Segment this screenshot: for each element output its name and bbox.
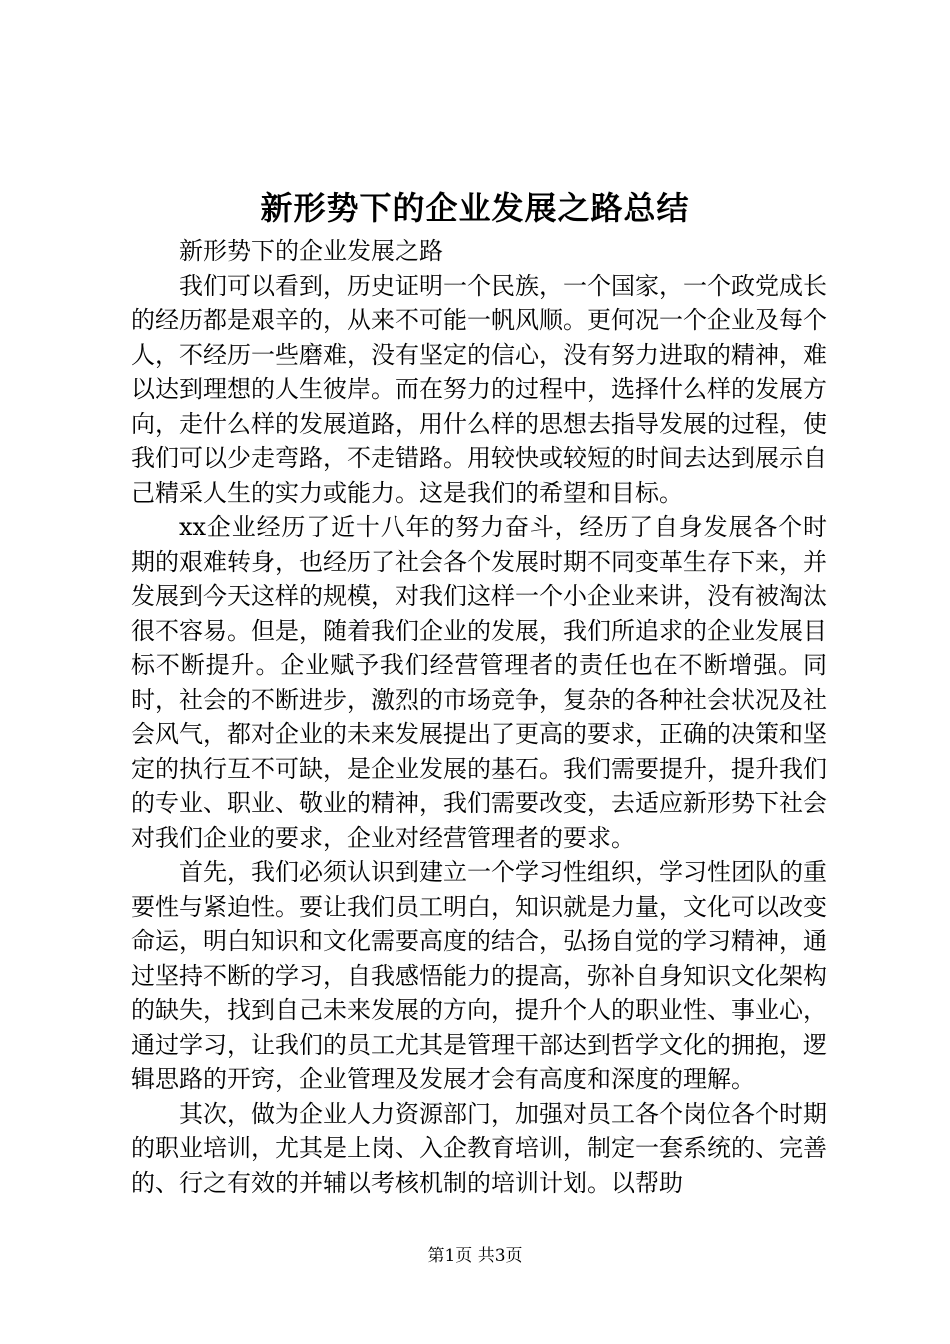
paragraph: xx企业经历了近十八年的努力奋斗，经历了自身发展各个时期的艰难转身，也经历了社会各个发展时期不同变革生存下来，并发展到今天这样的规模，对我们这样一个小企业来讲，没有被淘汰很不容易。但是，随着我们企业的发展，我们所追求的企业发展目标不断提升。企业赋予我们经营管理者的责任也在不断增强。同时，社会的不断进步，激烈的市场竞争，复杂的各种社会状况及社会风气，都对企业的未来发展提出了更高的要求，正确的决策和坚定的执行互不可缺，是企业发展的基石。我们需要提升，提升我们的专业、职业、敬业的精神，我们需要改变，去适应新形势下社会对我们企业的要求，企业对经营管理者的要求。 (131, 513, 827, 852)
paragraph: 首先，我们必须认识到建立一个学习性组织，学习性团队的重要性与紧迫性。要让我们员工明白，知识就是力量，文化可以改变命运，明白知识和文化需要高度的结合，弘扬自觉的学习精神，通过坚持不断的学习，自我感悟能力的提高，弥补自身知识文化架构的缺失，找到自己未来发展的方向，提升个人的职业性、事业心，通过学习，让我们的员工尤其是管理干部达到哲学文化的拥抱，逻辑思路的开窍，企业管理及发展才会有高度和深度的理解。 (131, 858, 827, 1093)
paragraph: 我们可以看到，历史证明一个民族，一个国家，一个政党成长的经历都是艰辛的，从来不可能一帆风顺。更何况一个企业及每个人，不经历一些磨难，没有坚定的信心，没有努力进取的精神，难以达到理想的人生彼岸。而在努力的过程中，选择什么样的发展方向，走什么样的发展道路，用什么样的思想去指导发展的过程，使我们可以少走弯路，不走错路。用较快或较短的时间去达到展示自己精采人生的实力或能力。这是我们的希望和目标。 (131, 271, 827, 507)
paragraph: 其次，做为企业人力资源部门，加强对员工各个岗位各个时期的职业培训，尤其是上岗、入企教育培训，制定一套系统的、完善的、行之有效的并辅以考核机制的培训计划。以帮助 (131, 1099, 827, 1197)
page-number-footer: 第1页 共3页 (427, 1246, 523, 1266)
document-body (131, 234, 827, 1200)
document-title: 新形势下的企业发展之路总结 (260, 189, 690, 227)
document-subtitle: 新形势下的企业发展之路 (179, 237, 443, 265)
